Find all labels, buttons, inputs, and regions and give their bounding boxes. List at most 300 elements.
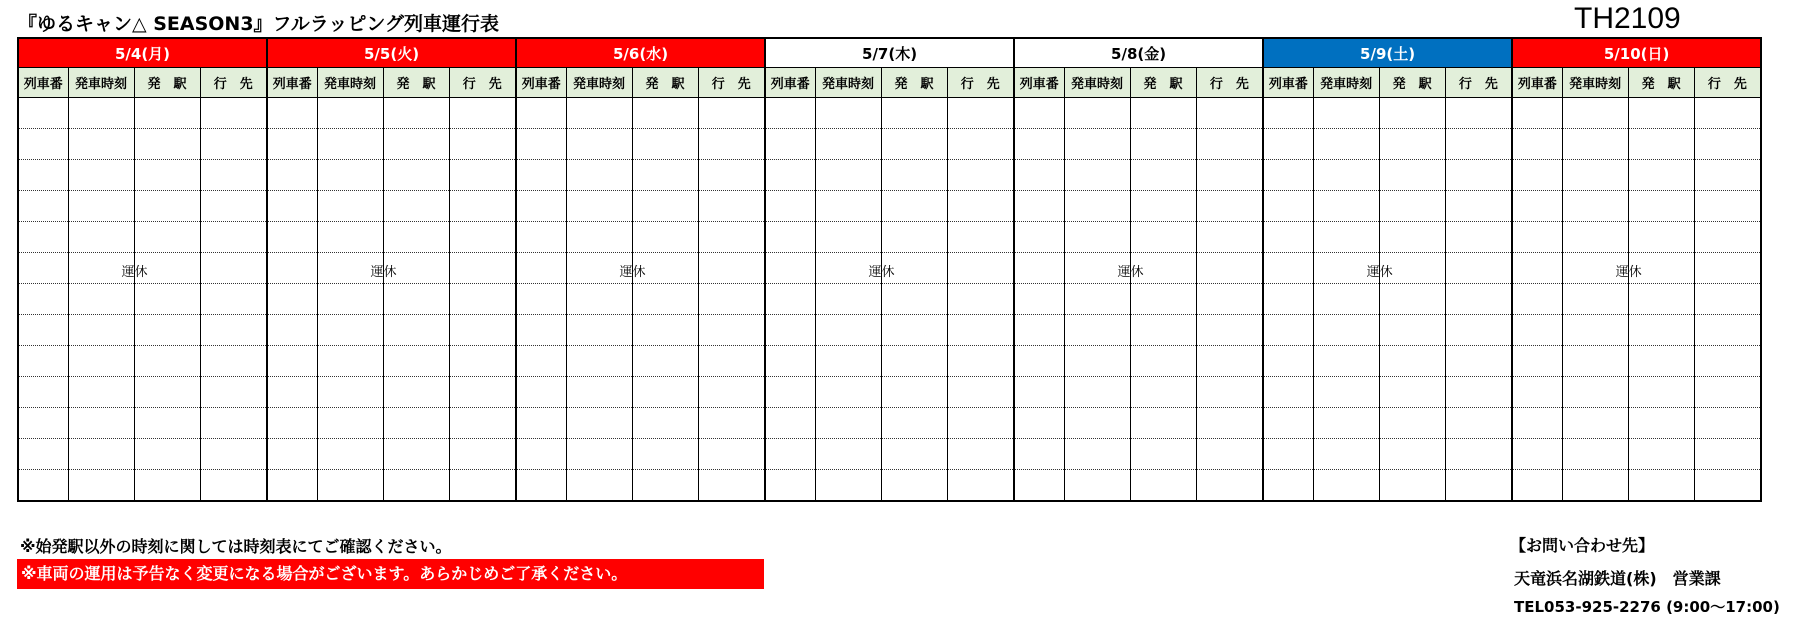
table-cell — [1064, 284, 1130, 315]
table-cell — [121, 253, 200, 284]
table-cell — [1196, 98, 1263, 129]
table-cell — [68, 129, 134, 160]
table-cell — [200, 408, 267, 439]
table-cell — [383, 470, 449, 502]
table-cell — [1263, 98, 1313, 129]
table-cell — [566, 98, 632, 129]
table-cell — [1694, 315, 1761, 346]
table-cell — [1379, 470, 1445, 502]
table-cell — [1130, 129, 1196, 160]
table-cell — [383, 377, 449, 408]
table-cell — [566, 408, 632, 439]
table-cell — [1196, 470, 1263, 502]
column-header: 発車時刻 — [815, 68, 881, 98]
table-cell — [317, 129, 383, 160]
table-cell — [1263, 408, 1313, 439]
table-cell — [1263, 315, 1313, 346]
table-cell — [1694, 98, 1761, 129]
table-cell — [765, 408, 815, 439]
table-cell — [267, 129, 317, 160]
table-cell — [134, 470, 200, 502]
table-cell — [267, 439, 317, 470]
table-cell — [1014, 129, 1064, 160]
table-cell — [516, 129, 566, 160]
table-cell — [881, 98, 947, 129]
table-cell — [815, 315, 881, 346]
table-cell — [516, 222, 566, 253]
suspended-label: 運休 — [1615, 265, 1642, 280]
table-cell — [1014, 160, 1064, 191]
table-cell — [1014, 315, 1064, 346]
table-cell — [200, 470, 267, 502]
column-header: 列車番 — [267, 68, 317, 98]
table-cell — [1313, 222, 1379, 253]
table-cell — [267, 160, 317, 191]
table-cell — [947, 470, 1014, 502]
table-cell — [134, 129, 200, 160]
table-cell — [383, 98, 449, 129]
table-cell — [881, 129, 947, 160]
column-header: 列車番 — [18, 68, 68, 98]
table-cell — [881, 408, 947, 439]
column-header: 発 駅 — [1130, 68, 1196, 98]
schedule-table — [17, 37, 1762, 502]
table-cell — [881, 346, 947, 377]
table-cell — [1694, 160, 1761, 191]
table-cell — [632, 98, 698, 129]
warning-banner: ※車両の運用は予告なく変更になる場合がございます。あらかじめご了承ください。 — [17, 559, 764, 589]
table-cell — [18, 191, 68, 222]
table-cell — [449, 470, 516, 502]
day-header: 5/7(木) — [765, 38, 1014, 68]
table-cell — [765, 253, 815, 284]
table-cell — [68, 222, 134, 253]
day-header: 5/4(月) — [18, 38, 267, 68]
table-cell — [134, 284, 200, 315]
table-cell — [317, 346, 383, 377]
table-cell — [947, 346, 1014, 377]
table-cell — [18, 346, 68, 377]
table-cell — [698, 408, 765, 439]
table-cell — [1130, 346, 1196, 377]
table-cell — [1014, 98, 1064, 129]
table-cell — [267, 98, 317, 129]
table-cell — [947, 191, 1014, 222]
day-header-row — [18, 38, 1761, 68]
table-cell — [1628, 191, 1694, 222]
table-cell — [200, 191, 267, 222]
table-cell — [1445, 408, 1512, 439]
suspended-label: 運休 — [1117, 265, 1144, 280]
table-cell — [267, 408, 317, 439]
table-cell — [449, 439, 516, 470]
table-cell — [1014, 284, 1064, 315]
table-cell — [1366, 253, 1445, 284]
table-cell — [1014, 346, 1064, 377]
table-cell — [317, 98, 383, 129]
suspended-label: 運休 — [619, 265, 646, 280]
table-cell — [516, 377, 566, 408]
table-cell — [1014, 439, 1064, 470]
table-cell — [815, 191, 881, 222]
table-cell — [815, 377, 881, 408]
table-cell — [698, 439, 765, 470]
table-cell — [516, 160, 566, 191]
table-cell — [1562, 160, 1628, 191]
table-cell — [566, 191, 632, 222]
day-header: 5/10(日) — [1512, 38, 1761, 68]
table-cell — [881, 191, 947, 222]
table-cell — [698, 253, 765, 284]
column-header: 行 先 — [1196, 68, 1263, 98]
table-cell — [1263, 346, 1313, 377]
table-cell — [383, 129, 449, 160]
table-cell — [566, 284, 632, 315]
table-cell — [1196, 377, 1263, 408]
table-cell — [383, 315, 449, 346]
column-header: 行 先 — [1445, 68, 1512, 98]
table-cell — [1064, 346, 1130, 377]
table-cell — [68, 439, 134, 470]
table-cell — [1064, 408, 1130, 439]
table-cell — [1512, 222, 1562, 253]
table-cell — [18, 408, 68, 439]
table-cell — [18, 222, 68, 253]
table-cell — [18, 284, 68, 315]
column-header: 列車番 — [1014, 68, 1064, 98]
table-cell — [383, 408, 449, 439]
table-cell — [698, 191, 765, 222]
table-cell — [1313, 284, 1379, 315]
table-cell — [516, 315, 566, 346]
table-cell — [1445, 253, 1512, 284]
table-cell — [1064, 222, 1130, 253]
table-cell — [1445, 346, 1512, 377]
table-cell — [1064, 98, 1130, 129]
table-cell — [1445, 98, 1512, 129]
table-cell — [1196, 253, 1263, 284]
table-cell — [1512, 377, 1562, 408]
table-cell — [516, 470, 566, 502]
table-cell — [566, 129, 632, 160]
table-cell — [1196, 439, 1263, 470]
table-cell — [1263, 253, 1313, 284]
table-cell — [449, 129, 516, 160]
table-cell — [1117, 253, 1196, 284]
table-cell — [947, 222, 1014, 253]
table-cell — [1628, 408, 1694, 439]
table-cell — [449, 160, 516, 191]
table-cell — [267, 470, 317, 502]
table-cell — [1628, 470, 1694, 502]
table-cell — [765, 470, 815, 502]
column-header: 列車番 — [1263, 68, 1313, 98]
table-cell — [267, 191, 317, 222]
table-cell — [1694, 377, 1761, 408]
table-cell — [698, 377, 765, 408]
table-cell — [1562, 98, 1628, 129]
column-header: 行 先 — [200, 68, 267, 98]
column-header: 発 駅 — [134, 68, 200, 98]
table-cell — [1263, 470, 1313, 502]
table-row — [18, 439, 1761, 470]
table-cell — [1196, 160, 1263, 191]
day-header: 5/5(火) — [267, 38, 516, 68]
column-header: 発車時刻 — [1562, 68, 1628, 98]
table-cell — [449, 408, 516, 439]
table-cell — [200, 222, 267, 253]
table-cell — [632, 439, 698, 470]
column-header: 発車時刻 — [1313, 68, 1379, 98]
table-cell — [1196, 284, 1263, 315]
table-cell — [1562, 284, 1628, 315]
day-header: 5/6(水) — [516, 38, 765, 68]
table-cell — [566, 346, 632, 377]
table-cell — [1379, 439, 1445, 470]
table-cell — [881, 315, 947, 346]
table-cell — [317, 284, 383, 315]
column-header: 行 先 — [1694, 68, 1761, 98]
table-cell — [449, 98, 516, 129]
table-cell — [449, 284, 516, 315]
column-header: 列車番 — [516, 68, 566, 98]
table-cell — [200, 253, 267, 284]
table-cell — [134, 222, 200, 253]
table-cell — [200, 129, 267, 160]
table-cell — [1379, 222, 1445, 253]
table-cell — [1313, 470, 1379, 502]
table-cell — [566, 377, 632, 408]
table-cell — [383, 222, 449, 253]
table-cell — [765, 346, 815, 377]
table-cell — [1313, 98, 1379, 129]
table-cell — [383, 439, 449, 470]
table-cell — [134, 408, 200, 439]
table-cell — [632, 191, 698, 222]
table-row — [18, 346, 1761, 377]
table-cell — [449, 377, 516, 408]
table-cell — [1562, 439, 1628, 470]
table-cell — [1445, 160, 1512, 191]
table-cell — [632, 408, 698, 439]
table-cell — [1512, 439, 1562, 470]
table-cell — [1379, 346, 1445, 377]
table-cell — [947, 315, 1014, 346]
table-cell — [1628, 346, 1694, 377]
table-cell — [881, 470, 947, 502]
table-cell — [765, 191, 815, 222]
column-header: 発 駅 — [881, 68, 947, 98]
table-cell — [815, 346, 881, 377]
table-cell — [1064, 470, 1130, 502]
column-header: 発車時刻 — [566, 68, 632, 98]
table-cell — [1694, 129, 1761, 160]
table-cell — [1064, 315, 1130, 346]
table-cell — [1379, 408, 1445, 439]
table-cell — [516, 98, 566, 129]
table-cell — [18, 129, 68, 160]
table-cell — [449, 315, 516, 346]
table-cell — [200, 160, 267, 191]
table-cell — [947, 253, 1014, 284]
table-cell — [1694, 408, 1761, 439]
column-header: 発 駅 — [1379, 68, 1445, 98]
table-cell — [1694, 191, 1761, 222]
table-cell — [947, 129, 1014, 160]
table-cell — [134, 377, 200, 408]
table-cell — [566, 470, 632, 502]
table-cell — [449, 253, 516, 284]
table-cell — [765, 377, 815, 408]
table-cell — [1196, 346, 1263, 377]
table-cell — [1694, 439, 1761, 470]
table-cell — [1130, 222, 1196, 253]
table-cell — [1379, 98, 1445, 129]
table-cell — [868, 253, 947, 284]
table-cell — [1014, 253, 1064, 284]
schedule-body — [18, 98, 1761, 502]
table-cell — [1130, 284, 1196, 315]
table-cell — [1562, 377, 1628, 408]
table-cell — [134, 191, 200, 222]
table-cell — [1512, 315, 1562, 346]
column-header: 発車時刻 — [317, 68, 383, 98]
table-cell — [1313, 129, 1379, 160]
suspended-label: 運休 — [868, 265, 895, 280]
table-cell — [698, 129, 765, 160]
table-cell — [815, 160, 881, 191]
table-cell — [632, 346, 698, 377]
table-cell — [1263, 377, 1313, 408]
table-cell — [632, 315, 698, 346]
table-row — [18, 222, 1761, 253]
table-cell — [1379, 160, 1445, 191]
table-cell — [947, 98, 1014, 129]
table-cell — [68, 470, 134, 502]
table-cell — [317, 222, 383, 253]
table-cell — [1014, 470, 1064, 502]
table-cell — [1263, 160, 1313, 191]
table-cell — [632, 222, 698, 253]
table-cell — [1130, 160, 1196, 191]
table-cell — [1130, 98, 1196, 129]
suspended-label: 運休 — [370, 265, 397, 280]
table-cell — [566, 439, 632, 470]
table-cell — [1014, 377, 1064, 408]
table-cell — [383, 160, 449, 191]
table-cell — [765, 315, 815, 346]
table-cell — [317, 191, 383, 222]
suspended-label: 運休 — [1366, 265, 1393, 280]
table-cell — [1445, 222, 1512, 253]
table-cell — [698, 346, 765, 377]
table-cell — [1445, 284, 1512, 315]
table-cell — [1379, 129, 1445, 160]
table-cell — [815, 439, 881, 470]
table-cell — [632, 284, 698, 315]
table-cell — [566, 160, 632, 191]
table-cell — [815, 284, 881, 315]
column-header: 発 駅 — [1628, 68, 1694, 98]
table-cell — [1512, 408, 1562, 439]
table-cell — [815, 470, 881, 502]
table-cell — [1379, 315, 1445, 346]
table-cell — [815, 129, 881, 160]
table-cell — [449, 191, 516, 222]
table-cell — [881, 222, 947, 253]
table-cell — [134, 315, 200, 346]
day-header: 5/8(金) — [1014, 38, 1263, 68]
table-cell — [947, 377, 1014, 408]
page-title: 『ゆるキャン△ SEASON3』フルラッピング列車運行表 — [18, 13, 500, 35]
table-cell — [566, 222, 632, 253]
table-cell — [698, 315, 765, 346]
table-cell — [516, 191, 566, 222]
table-cell — [1512, 191, 1562, 222]
day-header: 5/9(土) — [1263, 38, 1512, 68]
table-cell — [449, 222, 516, 253]
suspended-label: 運休 — [121, 265, 148, 280]
timetable-note: ※始発駅以外の時刻に関しては時刻表にてご確認ください。 — [20, 537, 452, 556]
table-cell — [1313, 377, 1379, 408]
table-cell — [1313, 439, 1379, 470]
table-cell — [267, 253, 317, 284]
table-cell — [1628, 439, 1694, 470]
column-header: 行 先 — [947, 68, 1014, 98]
table-cell — [267, 346, 317, 377]
table-cell — [1196, 129, 1263, 160]
table-cell — [68, 408, 134, 439]
table-cell — [200, 439, 267, 470]
schedule-code: TH2109 — [1574, 2, 1681, 35]
table-cell — [1562, 470, 1628, 502]
table-cell — [383, 191, 449, 222]
table-cell — [881, 439, 947, 470]
column-header: 列車番 — [765, 68, 815, 98]
column-header-row — [18, 68, 1761, 98]
table-cell — [815, 98, 881, 129]
table-cell — [632, 377, 698, 408]
table-cell — [68, 377, 134, 408]
table-cell — [698, 470, 765, 502]
table-cell — [267, 222, 317, 253]
column-header: 列車番 — [1512, 68, 1562, 98]
column-header: 発車時刻 — [68, 68, 134, 98]
table-cell — [1014, 222, 1064, 253]
table-cell — [516, 439, 566, 470]
table-cell — [765, 222, 815, 253]
table-cell — [1263, 222, 1313, 253]
table-cell — [698, 222, 765, 253]
table-cell — [1512, 470, 1562, 502]
column-header: 行 先 — [698, 68, 765, 98]
table-cell — [1130, 439, 1196, 470]
table-cell — [134, 160, 200, 191]
table-cell — [370, 253, 449, 284]
table-cell — [383, 284, 449, 315]
table-cell — [632, 160, 698, 191]
table-cell — [18, 98, 68, 129]
table-cell — [1628, 222, 1694, 253]
table-cell — [765, 160, 815, 191]
table-cell — [1445, 191, 1512, 222]
table-cell — [1196, 222, 1263, 253]
table-cell — [1615, 253, 1694, 284]
table-cell — [1512, 346, 1562, 377]
table-cell — [1064, 160, 1130, 191]
table-cell — [317, 470, 383, 502]
table-cell — [68, 160, 134, 191]
